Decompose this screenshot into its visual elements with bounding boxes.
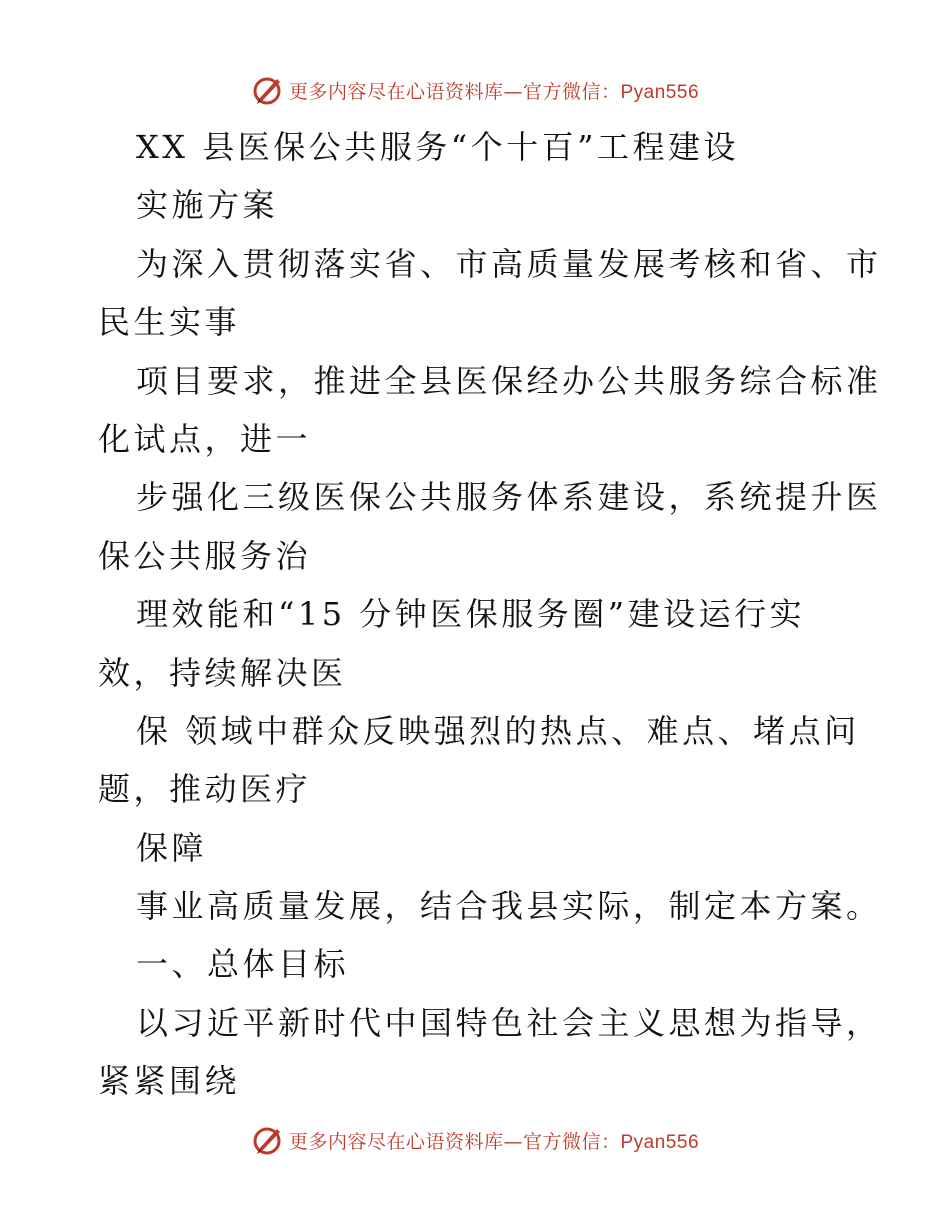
banner-contact: 官方微信：Pyan556 [523,81,700,103]
doc-line: 保 领域中群众反映强烈的热点、难点、堵点问 [136,711,860,750]
banner-title: 更多内容尽在心语资料库 [288,80,504,103]
banner-separator: — [503,80,523,103]
footer-banner [0,1120,950,1160]
doc-line: 紧紧围绕 [98,1062,241,1101]
banner-text [289,77,699,104]
doc-line: 题，推动医疗 [98,770,312,809]
doc-line: 实施方案 [136,186,279,225]
header-banner [0,70,950,110]
doc-line: 保障 [136,828,208,867]
banner-contact: 官方微信：Pyan556 [523,1131,700,1153]
doc-line: 以习近平新时代中国特色社会主义思想为指导， [136,1003,882,1042]
quill-pen-logo-icon [251,73,285,107]
doc-line: 保公共服务治 [98,536,312,575]
doc-line: 事业高质量发展，结合我县实际，制定本方案。 [136,887,882,926]
section-heading: 一、总体目标 [136,945,350,984]
doc-line: 效，持续解决医 [98,653,347,692]
doc-line: 步强化三级医保公共服务体系建设，系统提升医 [136,478,882,517]
quill-pen-logo-icon [251,1123,285,1157]
banner-separator: — [503,1130,523,1153]
banner-text [289,1127,699,1154]
doc-line: 民生实事 [98,303,241,342]
doc-line: 为深入贯彻落实省、市高质量发展考核和省、市 [136,244,882,283]
doc-line: 化试点，进一 [98,419,312,458]
document-body [98,118,882,1111]
banner-title: 更多内容尽在心语资料库 [288,1130,504,1153]
doc-line: XX 县医保公共服务“个十百”工程建设 [136,128,739,166]
doc-line: 项目要求，推进全县医保经办公共服务综合标准 [136,361,882,400]
doc-line: 理效能和“15 分钟医保服务圈”建设运行实 [136,595,806,634]
